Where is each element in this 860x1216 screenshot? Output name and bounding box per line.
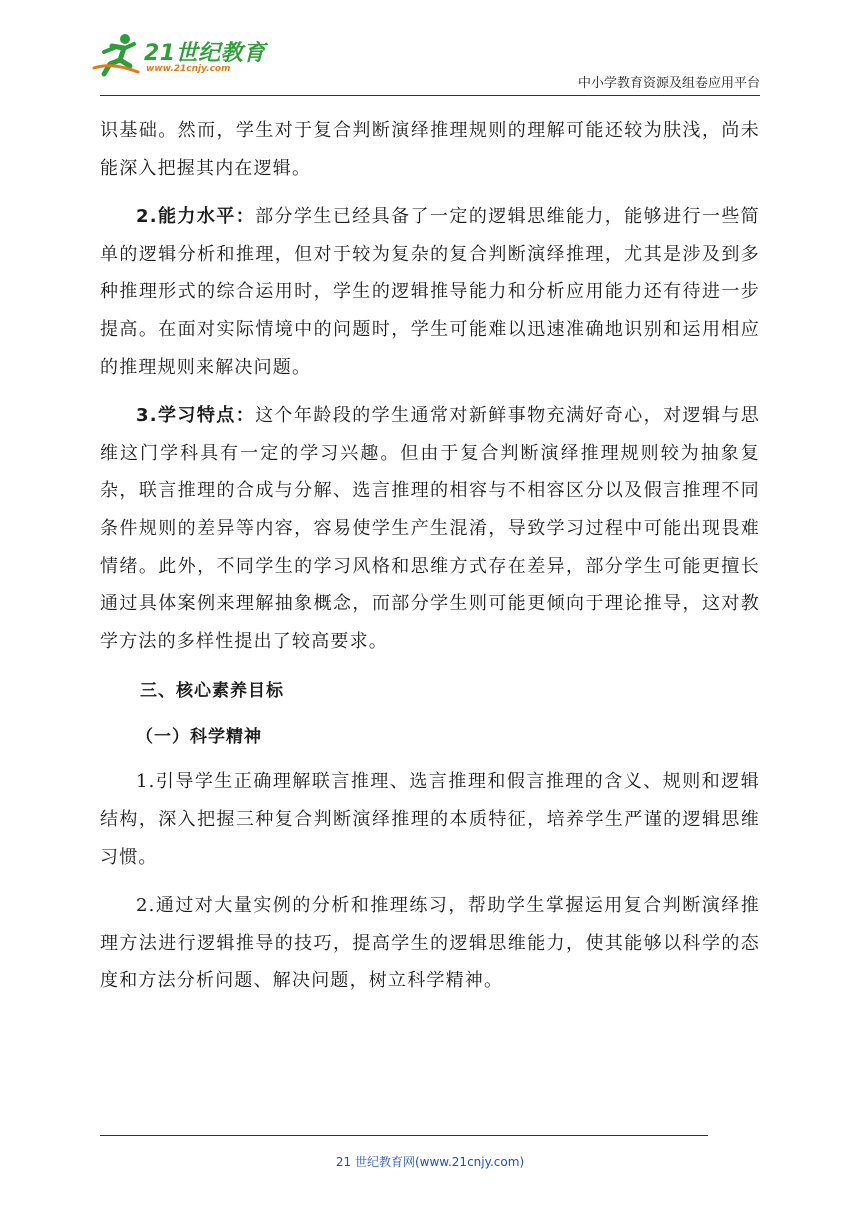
paragraph-ability-level <box>100 198 760 386</box>
runner-logo-icon <box>92 32 142 80</box>
paragraph-goal-2: 2.通过对大量实例的分析和推理练习，帮助学生掌握运用复合判断演绎推理方法进行逻辑推导的技巧，提高学生的逻辑思维能力，使其能够以科学的态度和方法分析问题、解决问题，树立科学精神。 <box>100 895 760 992</box>
footer-link[interactable]: 21 世纪教育网(www.21cnjy.com) <box>335 1155 525 1169</box>
header-divider <box>100 95 760 96</box>
paragraph-learning-traits <box>100 397 760 660</box>
footer-divider <box>100 1135 708 1136</box>
ability-level-label: 2.能力水平： <box>136 206 256 228</box>
ability-level-text: 部分学生已经具备了一定的逻辑思维能力，能够进行一些简单的逻辑分析和推理，但对于较为复杂的复合判断演绎推理，尤其是涉及到多种推理形式的综合运用时，学生的逻辑推导能力和分析应用能力还有待进一步提高。在面对实际情境中的问题时，学生可能难以迅速准确地识别和运用相应的推理规则来解决问题。 <box>100 206 760 378</box>
learning-traits-text: 这个年龄段的学生通常对新鲜事物充满好奇心，对逻辑与思维这门学科具有一定的学习兴趣。但由于复合判断演绎推理规则较为抽象复杂，联言推理的合成与分解、选言推理的相容与不相容区分以及假言推理不同条件规则的差异等内容，容易使学生产生混淆，导致学习过程中可能出现畏难情绪。此外，不同学生的学习风格和思维方式存在差异，部分学生可能更擅长通过具体案例来理解抽象概念，而部分学生则可能更倾向于理论推导，这对教学方法的多样性提出了较高要求。 <box>100 405 760 652</box>
paragraph-continuation: 识基础。然而，学生对于复合判断演绎推理规则的理解可能还较为肤浅，尚未能深入把握其内在逻辑。 <box>100 120 760 179</box>
document-body <box>100 112 760 1000</box>
section-heading: 三、核心素养目标 <box>140 681 284 702</box>
logo-title: 21世纪教育 <box>144 41 266 66</box>
paragraph-goal-1: 1.引导学生正确理解联言推理、选言推理和假言推理的含义、规则和逻辑结构，深入把握三种复合判断演绎推理的本质特征，培养学生严谨的逻辑思维习惯。 <box>100 771 760 868</box>
page-header <box>0 0 860 100</box>
subsection-heading: （一）科学精神 <box>136 727 262 748</box>
platform-label: 中小学教育资源及组卷应用平台 <box>577 76 760 91</box>
learning-traits-label: 3.学习特点： <box>136 405 256 427</box>
logo-url: www.21cnjy.com <box>146 64 231 74</box>
site-logo[interactable] <box>92 32 272 82</box>
